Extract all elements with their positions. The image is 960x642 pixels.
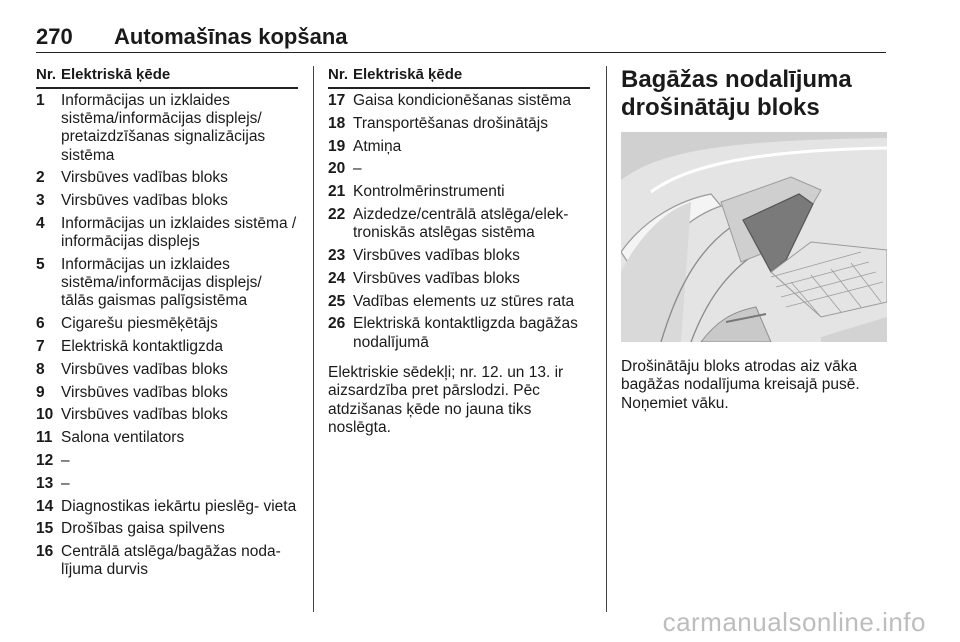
header-circuit: Elektriskā ķēde bbox=[353, 66, 463, 83]
fuse-row bbox=[328, 138, 590, 156]
fuse-number: 11 bbox=[36, 429, 53, 447]
fuse-circuit: Drošības gaisa spilvens bbox=[61, 520, 225, 538]
fuse-row bbox=[36, 92, 298, 165]
fuse-row bbox=[36, 315, 298, 333]
section-trunk-fuse-box bbox=[621, 66, 887, 429]
fuse-number: 19 bbox=[328, 137, 346, 155]
header-circuit: Elektriskā ķēde bbox=[61, 66, 171, 83]
fuse-table-part-2 bbox=[328, 66, 590, 453]
fuse-number: 17 bbox=[328, 92, 346, 109]
fuse-row bbox=[36, 452, 298, 470]
trunk-fuse-box-illustration bbox=[621, 132, 887, 342]
fuse-circuit: Informācijas un izklaides sistēma/informācijas displejs/ tālās gaismas palīgsistēma bbox=[61, 256, 262, 310]
fuse-row bbox=[36, 520, 298, 538]
fuse-row bbox=[328, 315, 590, 351]
fuse-number: 3 bbox=[36, 192, 45, 210]
fuse-number: 15 bbox=[36, 520, 54, 538]
fuse-row bbox=[328, 160, 590, 178]
fuse-number: 1 bbox=[36, 92, 45, 109]
fuse-circuit: Elektriskā kontaktligzda bagāžas nodalījumā bbox=[353, 315, 578, 351]
fuse-row bbox=[328, 293, 590, 311]
fuse-circuit: Virsbūves vadības bloks bbox=[61, 406, 228, 424]
fuse-row bbox=[328, 183, 590, 201]
fuse-row bbox=[36, 543, 298, 579]
fuse-row bbox=[36, 475, 298, 493]
fuse-row bbox=[328, 247, 590, 265]
header-nr: Nr. bbox=[328, 66, 349, 83]
fuse-number: 22 bbox=[328, 205, 346, 223]
fuse-row bbox=[328, 270, 590, 288]
fuse-number: 26 bbox=[328, 315, 346, 333]
fuse-circuit: Gaisa kondicionēšanas sistēma bbox=[353, 92, 571, 109]
fuse-table-part-1 bbox=[36, 66, 298, 584]
fuse-number: 4 bbox=[36, 215, 45, 232]
fuse-circuit: Kontrolmērinstrumenti bbox=[353, 183, 505, 201]
fuse-number: 14 bbox=[36, 497, 54, 515]
fuse-row bbox=[36, 256, 298, 311]
fuse-circuit: Diagnostikas iekārtu pieslēg- vieta bbox=[61, 497, 297, 515]
fuse-number: 16 bbox=[36, 543, 54, 561]
fuse-number: 23 bbox=[328, 246, 346, 264]
note-paragraph: Elektriskie sēdekļi; nr. 12. un 13. ir aizsardzība pret pārslodzi. Pēc atdzišanas ķēde no jauna tiks noslēgta. bbox=[328, 363, 564, 436]
fuse-number: 20 bbox=[328, 160, 346, 178]
fuse-circuit: Atmiņa bbox=[353, 137, 402, 155]
fuse-number: 6 bbox=[36, 315, 45, 333]
column-divider bbox=[606, 66, 607, 612]
fuse-circuit: Cigarešu piesmēķētājs bbox=[61, 315, 218, 333]
fuse-circuit: Informācijas un izklaides sistēma / informācijas displejs bbox=[61, 215, 297, 251]
fuse-number: 21 bbox=[328, 183, 346, 201]
fuse-circuit: Centrālā atslēga/bagāžas noda- lījuma durvis bbox=[61, 543, 281, 579]
fuse-circuit: Transportēšanas drošinātājs bbox=[353, 114, 548, 132]
table-header bbox=[36, 66, 298, 89]
fuse-circuit: Informācijas un izklaides sistēma/informācijas displejs/ pretaizdzīšanas signalizācijas sistēma bbox=[61, 92, 266, 164]
fuse-number: 8 bbox=[36, 360, 45, 378]
table-header bbox=[328, 66, 590, 89]
fuse-number: 5 bbox=[36, 256, 45, 273]
section-title: Bagāžas nodalījuma drošinātāju bloks bbox=[621, 66, 852, 121]
fuse-row bbox=[328, 115, 590, 133]
fuse-row bbox=[36, 169, 298, 187]
fuse-circuit: – bbox=[61, 451, 70, 469]
page-number: 270 bbox=[36, 24, 73, 49]
fuse-row bbox=[36, 192, 298, 210]
fuse-circuit: Virsbūves vadības bloks bbox=[61, 360, 228, 378]
fuse-number: 2 bbox=[36, 169, 45, 187]
fuse-row bbox=[36, 338, 298, 356]
fuse-circuit: Virsbūves vadības bloks bbox=[61, 169, 228, 187]
fuse-number: 10 bbox=[36, 406, 54, 424]
fuse-number: 13 bbox=[36, 474, 54, 492]
fuse-row bbox=[36, 498, 298, 516]
fuse-row bbox=[36, 429, 298, 447]
fuse-number: 25 bbox=[328, 292, 346, 310]
fuse-number: 18 bbox=[328, 114, 346, 132]
fuse-row bbox=[328, 206, 590, 242]
fuse-circuit: Elektriskā kontaktligzda bbox=[61, 338, 223, 355]
fuse-number: 7 bbox=[36, 338, 45, 355]
fuse-rows bbox=[36, 92, 298, 580]
chapter-title: Automašīnas kopšana bbox=[114, 24, 348, 49]
fuse-circuit: Virsbūves vadības bloks bbox=[353, 269, 520, 287]
fuse-circuit: Virsbūves vadības bloks bbox=[61, 192, 228, 210]
header-nr: Nr. bbox=[36, 66, 57, 83]
watermark: carmanualsonline.info bbox=[662, 607, 926, 637]
column-divider bbox=[313, 66, 314, 612]
fuse-circuit: – bbox=[353, 160, 362, 178]
fuse-circuit: Salona ventilators bbox=[61, 429, 185, 447]
section-caption: Drošinātāju bloks atrodas aiz vāka bagāžas nodalījuma kreisajā pusē. Noņemiet vāku. bbox=[621, 358, 860, 412]
fuse-circuit: – bbox=[61, 474, 70, 492]
fuse-row bbox=[36, 361, 298, 379]
fuse-circuit: Vadības elements uz stūres rata bbox=[353, 292, 575, 310]
page-header bbox=[36, 22, 886, 53]
fuse-row bbox=[36, 406, 298, 424]
fuse-rows bbox=[328, 92, 590, 352]
fuse-row bbox=[36, 384, 298, 402]
fuse-circuit: Virsbūves vadības bloks bbox=[353, 246, 520, 264]
fuse-row bbox=[36, 215, 298, 251]
fuse-number: 9 bbox=[36, 383, 45, 401]
fuse-number: 24 bbox=[328, 269, 346, 287]
fuse-circuit: Virsbūves vadības bloks bbox=[61, 383, 228, 401]
fuse-number: 12 bbox=[36, 451, 54, 469]
fuse-row bbox=[328, 92, 590, 110]
fuse-circuit: Aizdedze/centrālā atslēga/elek- troniskās atslēgas sistēma bbox=[353, 205, 569, 242]
